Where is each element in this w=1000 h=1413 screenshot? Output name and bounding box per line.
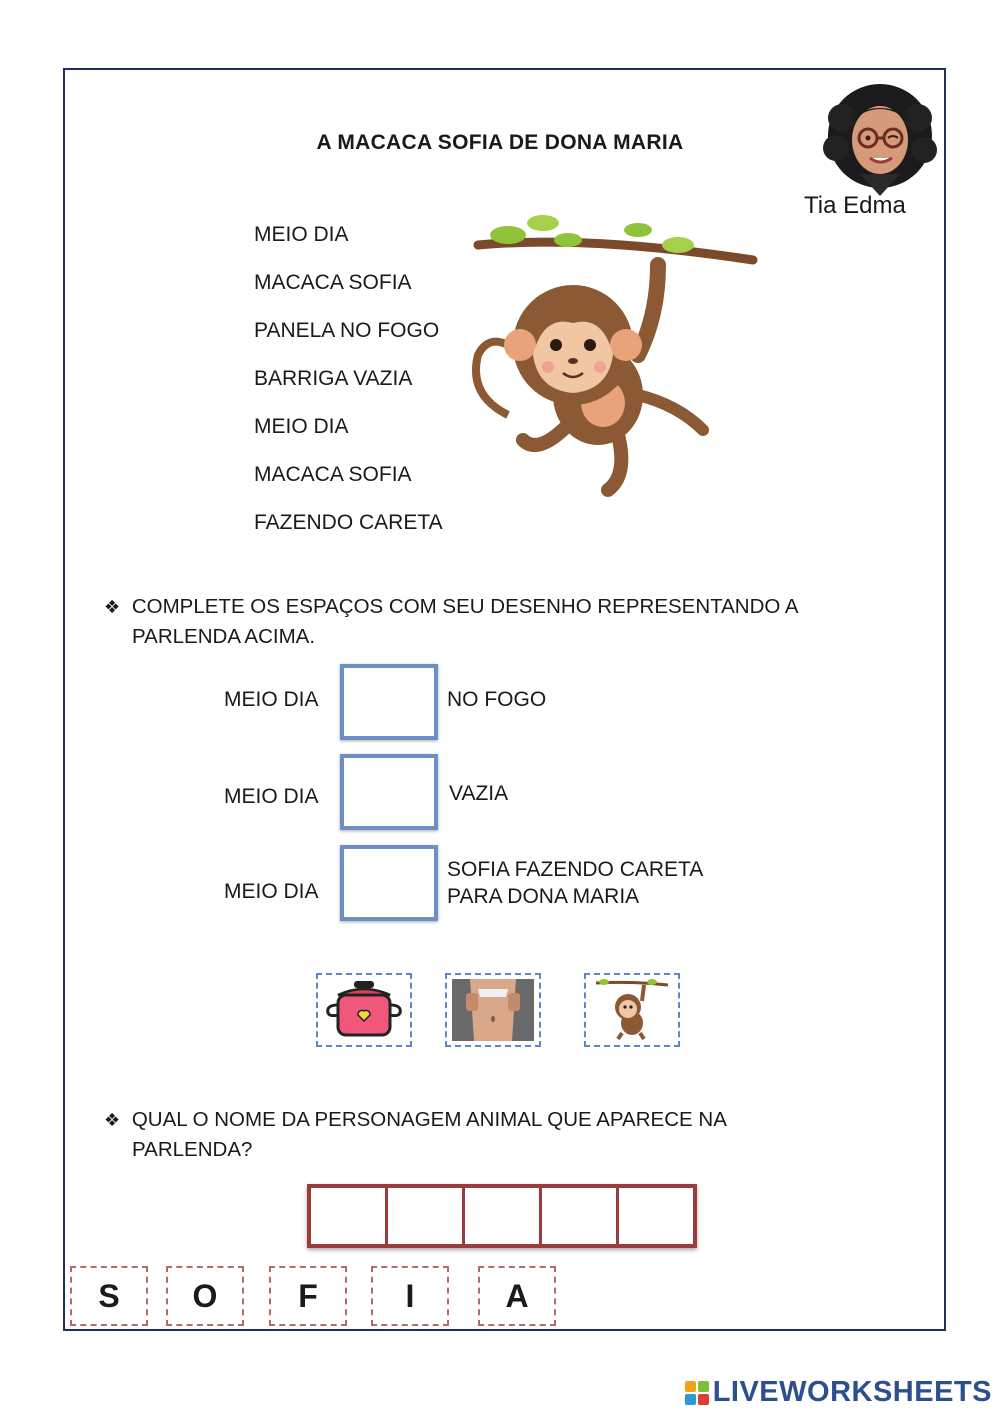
poem-line: MEIO DIA <box>254 223 349 246</box>
letter-tile-i[interactable]: I <box>371 1266 449 1326</box>
fill-row-2-right: VAZIA <box>449 782 509 805</box>
drop-box-3[interactable] <box>340 845 438 921</box>
footer-text: LIVEWORKSHEETS <box>712 1376 992 1408</box>
question-1 <box>104 592 924 651</box>
answer-cell-4[interactable] <box>542 1188 619 1244</box>
drag-card-belly[interactable] <box>445 973 541 1047</box>
poem <box>254 220 443 556</box>
answer-cell-1[interactable] <box>311 1188 388 1244</box>
letter-tile-f[interactable]: F <box>269 1266 347 1326</box>
answer-cell-3[interactable] <box>465 1188 542 1244</box>
monkey-illustration <box>468 205 758 500</box>
question-2 <box>104 1105 924 1164</box>
question-1-line-1: COMPLETE OS ESPAÇOS COM SEU DESENHO REPRESENTANDO A <box>131 595 799 618</box>
author-name: Tia Edma <box>804 192 906 219</box>
answer-cell-5[interactable] <box>619 1188 693 1244</box>
poem-line: FAZENDO CARETA <box>254 511 443 534</box>
question-2-line-1: QUAL O NOME DA PERSONAGEM ANIMAL QUE APARECE NA <box>131 1108 727 1131</box>
drop-box-2[interactable] <box>340 754 438 830</box>
drag-card-monkey[interactable] <box>584 973 680 1047</box>
bullet-icon: ❖ <box>104 1110 121 1130</box>
fill-row-2-left: MEIO DIA <box>224 785 319 808</box>
drag-card-pot[interactable] <box>316 973 412 1047</box>
drop-box-1[interactable] <box>340 664 438 740</box>
letter-tile-s[interactable]: S <box>70 1266 148 1326</box>
poem-line: MEIO DIA <box>254 415 349 438</box>
liveworksheets-logo-icon <box>685 1381 709 1405</box>
question-1-line-2: PARLENDA ACIMA. <box>132 625 316 648</box>
footer-brand <box>685 1376 992 1409</box>
belly-image <box>452 979 534 1041</box>
fill-row-1-right: NO FOGO <box>447 688 547 711</box>
poem-line: BARRIGA VAZIA <box>254 367 413 390</box>
poem-line: MACACA SOFIA <box>254 271 412 294</box>
answer-cell-2[interactable] <box>388 1188 465 1244</box>
poem-line: PANELA NO FOGO <box>254 319 440 342</box>
bullet-icon: ❖ <box>104 597 121 617</box>
fill-row-3-right-line-1: SOFIA FAZENDO CARETA <box>447 858 704 881</box>
fill-row-3-right-line-2: PARA DONA MARIA <box>447 885 640 908</box>
poem-line: MACACA SOFIA <box>254 463 412 486</box>
fill-row-3-left: MEIO DIA <box>224 880 319 903</box>
letter-tile-o[interactable]: O <box>166 1266 244 1326</box>
pot-image <box>324 977 404 1043</box>
fill-row-1-left: MEIO DIA <box>224 688 319 711</box>
letter-tile-a[interactable]: A <box>478 1266 556 1326</box>
question-2-line-2: PARLENDA? <box>132 1138 253 1161</box>
answer-grid <box>307 1184 697 1248</box>
worksheet-title: A MACACA SOFIA DE DONA MARIA <box>316 131 684 154</box>
fill-row-3-right <box>447 856 703 910</box>
avatar <box>820 78 940 196</box>
monkey-image <box>592 977 672 1043</box>
